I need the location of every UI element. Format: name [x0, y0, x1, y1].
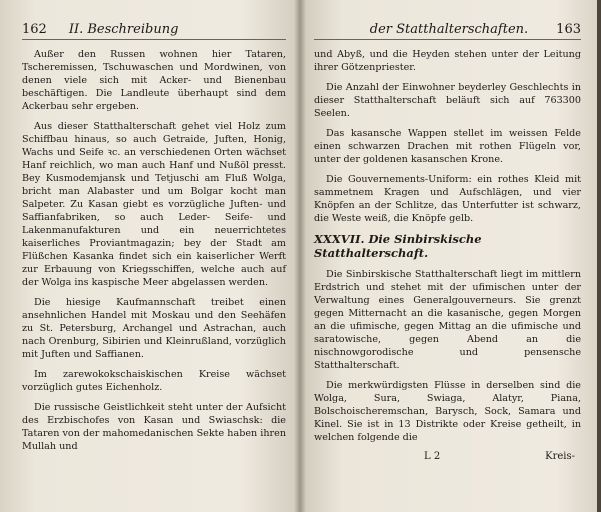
left-paragraph-5: Die russische Geistlichkeit steht unter der Aufsicht des Erzbischofes von Kasan und Swiaschsk: die Tataren von der mahomedanischen Sekte haben ihren Mullah und — [22, 402, 286, 452]
right-paragraph-3: Das kasansche Wappen stellet im weissen Felde einen schwarzen Drachen mit rothen Flügeln vor, unter der goldenen kasanschen Krone. — [314, 128, 581, 165]
right-book-edge — [597, 0, 601, 512]
section-paragraph-2: Die merkwürdigsten Flüsse in derselben sind die Wolga, Sura, Swiaga, Alatyr, Piana, Bolschoischeremschan, Barysch, Sock, Samara und Kinel. Sie ist in 13 Distrikte oder Kreise getheilt, in welchen folgende die — [314, 380, 581, 443]
left-page-header — [22, 22, 286, 40]
right-page-number: 163 — [556, 22, 581, 37]
right-paragraph-2: Die Anzahl der Einwohner beyderley Geschlechts in dieser Statthalterschaft beläuft sich auf 763300 Seelen. — [314, 82, 581, 119]
left-paragraph-2: Aus dieser Statthalterschaft gehet viel Holz zum Schiffbau hinaus, so auch Getraide, Juften, Honig, Wachs und Seife ꝛc. an verschiedenen Orten wächset Hanf reichlich, wo man auch Hanf und Nußöl presst. Bey Kusmodemjansk und Tetjuschi am Fluß Wolga, bricht man Alabaster und um Bolgar kocht man Salpeter. Zu Kasan giebt es vorzügliche Juften- und Saffianfabriken, so auch Leder- Seife- und Lakenmanufakturen und ein neuerrichtetes kaiserliches Proviantmagazin; bey der Stadt am Flüßchen Kasanka findet sich ein kaiserlicher Werft zur Erbauung von Kriegsschiffen, welche auch auf der Wolga ins kaspische Meer abgelassen werden. — [22, 121, 286, 288]
left-page-number: 162 — [22, 22, 47, 37]
right-paragraph-4: Die Gouvernements-Uniform: ein rothes Kleid mit sammetnem Kragen und Aufschlägen, und vier Knöpfen an der Schlitze, das Unterfutter ist schwarz, die Weste weiß, die Knöpfe gelb. — [314, 174, 581, 224]
left-paragraph-1: Außer den Russen wohnen hier Tataren, Tscheremissen, Tschuwaschen und Mordwinen, von denen viele sich mit Acker- und Bienenbau beschäftigen. Die Landleute überhaupt sind dem Ackerbau sehr ergeben. — [22, 49, 286, 112]
page-footer — [314, 451, 581, 462]
signature-mark: L 2 — [424, 451, 441, 462]
right-paragraph-1: und Abyß, und die Heyden stehen unter der Leitung ihrer Götzenpriester. — [314, 49, 581, 73]
right-running-title: der Statthalterschaften. — [369, 22, 529, 37]
catchword: Kreis- — [545, 451, 575, 462]
left-running-title: II. Beschreibung — [68, 22, 179, 37]
section-heading: XXXVII. Die Sinbirskische Statthalterschaft. — [314, 232, 482, 260]
section-paragraph-1: Die Sinbirskische Statthalterschaft liegt im mittlern Erdstrich und stehet mit der ufimischen unter der Verwaltung eines Generalgouverneurs. Sie grenzt gegen Mitternacht an die kasanische, gegen Morgen an die ufimische, gegen Mittag an die ufimische und saratowische, gegen Abend an die nischnowgorodische und pensensche Statthalterschaft. — [314, 269, 581, 371]
left-page — [0, 0, 300, 512]
left-paragraph-4: Im zarewokokschaiskischen Kreise wächset vorzüglich gutes Eichenholz. — [22, 369, 286, 393]
right-page-header — [314, 22, 581, 40]
book-gutter — [294, 0, 306, 512]
right-page — [300, 0, 601, 512]
left-paragraph-3: Die hiesige Kaufmannschaft treibet einen ansehnlichen Handel mit Moskau und den Seehäfen zu St. Petersburg, Archangel und Astrachan, auch nach Orenburg, Sibirien und Kleinrußland, vorzüglich mit Juften und Saffianen. — [22, 297, 286, 360]
